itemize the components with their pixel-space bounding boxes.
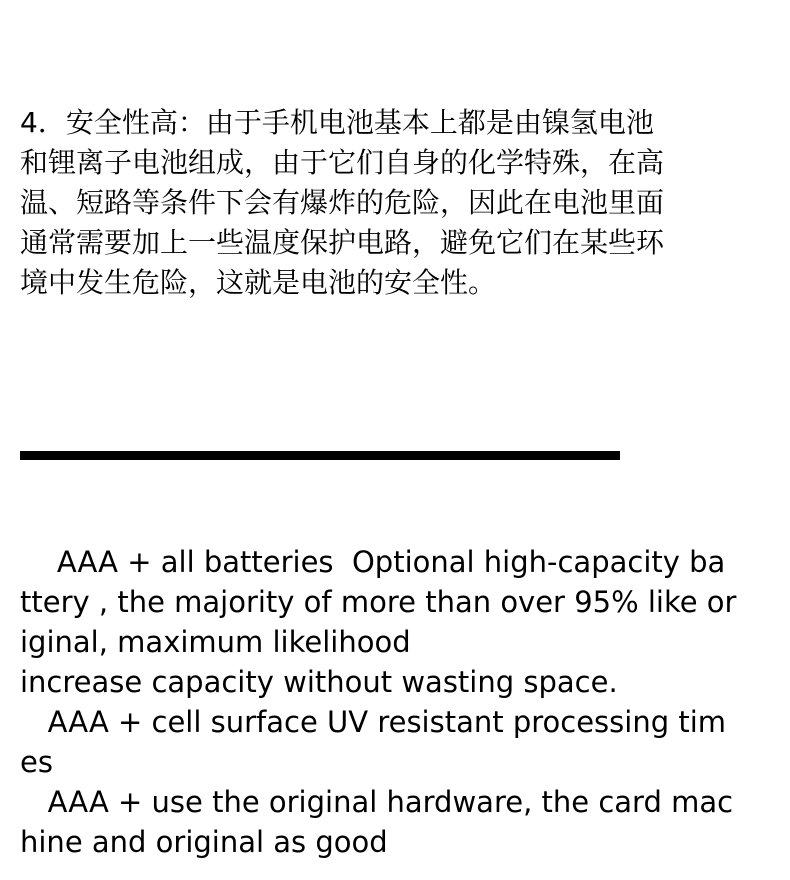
text-line: hine and original as good: [20, 825, 388, 859]
horizontal-divider: [20, 451, 620, 460]
text-line: iginal, maximum likelihood: [20, 625, 411, 659]
text-line: 4．安全性高：由于手机电池基本上都是由镍氢电池: [20, 106, 654, 139]
text-line: AAA + use the original hardware, the card mac: [20, 785, 734, 819]
text-line: AAA + cell surface UV resistant processing tim: [20, 705, 727, 739]
text-line: 通常需要加上一些温度保护电路，避免它们在某些环: [20, 226, 665, 259]
english-paragraph: [20, 542, 790, 862]
text-line: 境中发生危险，这就是电池的安全性。: [20, 266, 497, 299]
chinese-paragraph: [20, 103, 780, 303]
text-line: 和锂离子电池组成，由于它们自身的化学特殊，在高: [20, 146, 665, 179]
text-line: es: [20, 745, 53, 779]
text-line: ttery , the majority of more than over 95% like or: [20, 585, 737, 619]
text-line: 温、短路等条件下会有爆炸的危险，因此在电池里面: [20, 186, 665, 219]
text-line: increase capacity without wasting space.: [20, 665, 618, 699]
text-line: AAA + all batteries Optional high-capacity ba: [20, 545, 726, 579]
